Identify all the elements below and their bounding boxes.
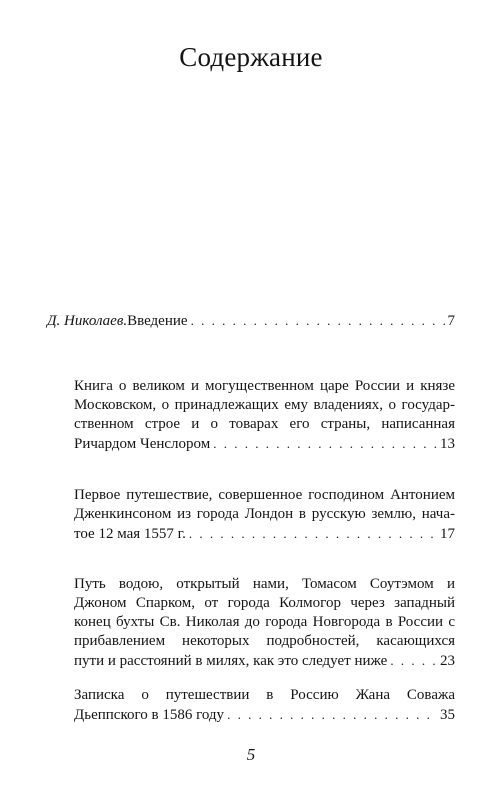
toc-entry-line: пути и расстояний в милях, как это следует ниже xyxy=(74,653,388,669)
page-number: 5 xyxy=(246,745,256,764)
toc-page-number: 7 xyxy=(447,313,455,329)
toc-entry-line: Книга о великом и могущественном царе России и князе xyxy=(74,378,455,394)
toc-page-number: 35 xyxy=(440,707,455,723)
dot-leader xyxy=(213,434,437,453)
toc-page-number: 23 xyxy=(440,653,455,669)
toc-entry-line: конец бухты Св. Николая до города Новгорода в России с xyxy=(74,614,455,630)
toc-entry-sauvage xyxy=(74,686,455,725)
toc-entry-line: Дженкинсоном из города Лондон в русскую землю, нача- xyxy=(74,506,455,522)
toc-entry-last-line xyxy=(74,524,455,544)
dot-leader xyxy=(227,705,437,724)
toc-entry-last-line xyxy=(74,434,455,454)
toc-entry-line: ственном строе и о товарах его страны, написанная xyxy=(74,416,455,432)
toc-entry-line: Путь водою, открытый нами, Томасом Соутэмом и xyxy=(74,576,455,592)
toc-entry-line: тое 12 мая 1557 г. xyxy=(74,526,186,542)
dot-leader xyxy=(189,524,437,543)
toc-entry-last-line xyxy=(74,651,455,671)
toc-entry-author: Д. Николаев. xyxy=(47,313,128,329)
toc-page-number: 13 xyxy=(440,436,455,452)
toc-entry-chancellor xyxy=(74,377,455,454)
toc-entry-line: Дьеппского в 1586 году xyxy=(74,707,225,723)
toc-entry-line: Московском, о принадлежащих ему владениях, о государ- xyxy=(74,397,455,413)
toc-entry-title: Введение xyxy=(127,313,188,329)
toc-entry-southam-sparke xyxy=(74,575,455,671)
toc-entry-line: прибавлением некоторых подробностей, касающихся xyxy=(74,633,455,649)
toc-entry-line: Ричардом Ченслором xyxy=(74,436,211,452)
toc-entry-line: Первое путешествие, совершенное господином Антонием xyxy=(74,487,455,503)
toc-page-number: 17 xyxy=(440,526,455,542)
toc-entry-introduction xyxy=(47,311,455,331)
toc-entry-line: Джоном Спарком, от города Колмогор через западный xyxy=(74,595,455,611)
toc-entry-jenkinson xyxy=(74,486,455,544)
page-title: Содержание xyxy=(179,42,323,72)
dot-leader xyxy=(191,311,445,330)
toc-entry-last-line xyxy=(74,705,455,725)
dot-leader xyxy=(390,651,437,670)
toc-entry-line: Записка о путешествии в Россию Жана Соважа xyxy=(74,687,455,703)
